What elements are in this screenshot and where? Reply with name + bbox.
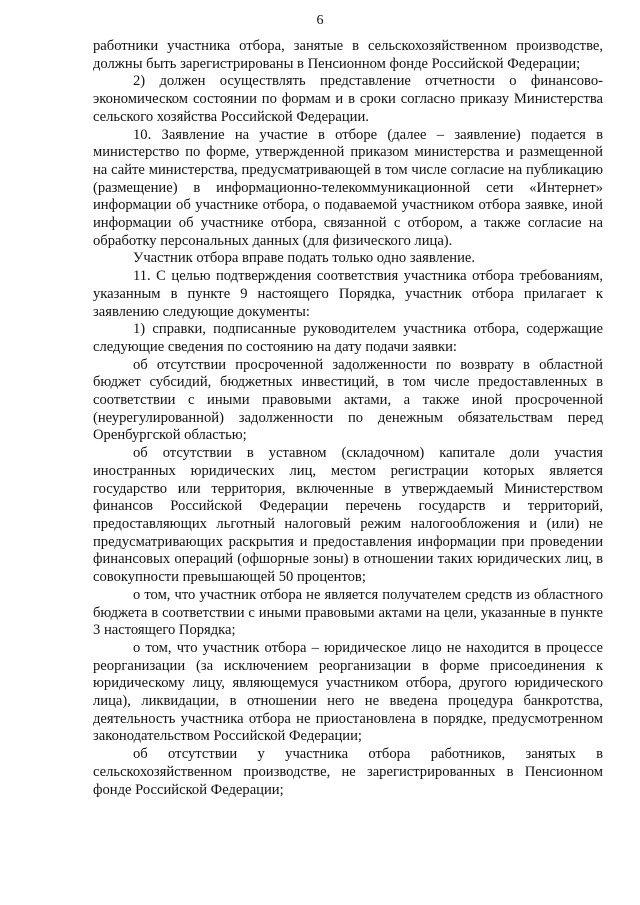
paragraph-2: 2) должен осуществлять представление отчетности о финансово-экономическом состоянии по формам и в сроки согласно приказу Министерства сельского хозяйства Российской Федерации. (93, 73, 603, 125)
paragraph-6: 1) справки, подписанные руководителем участника отбора, содержащие следующие сведения по состоянию на дату подачи заявки: (93, 321, 603, 355)
paragraph-9: о том, что участник отбора не является получателем средств из областного бюджета в соответствии с иными правовыми актами на цели, указанные в пункте 3 настоящего Порядка; (93, 586, 603, 639)
paragraph-7: об отсутствии просроченной задолженности по возврату в областной бюджет субсидий, бюджетных инвестиций, в том числе предоставленных в соответствии с иными правовыми актами, а также иной просроченной (неурегулированной) задолженности по денежным обязательствам перед Оренбургской областью; (93, 356, 603, 444)
paragraph-8: об отсутствии в уставном (складочном) капитале доли участия иностранных юридических лиц, местом регистрации которых является государство или территория, включенные в утверждаемый Министерством финансов Российской Федерации перечень государств и территорий, предоставляющих льготный налоговый режим налогообложения и (или) не предусматривающих раскрытия и предоставления информации при проведении финансовых операций (офшорные зоны) в отношении таких юридических лиц, в совокупности превышающей 50 процентов; (93, 445, 603, 586)
paragraph-4: Участник отбора вправе подать только одно заявление. (133, 250, 476, 267)
paragraph-10: о том, что участник отбора – юридическое лицо не находится в процессе реорганизации (за исключением реорганизации в форме присоединения к юридическому лицу, являющемуся участником отбора, другого юридического лица), ликвидации, в отношении него не введена процедура банкротства, деятельность участника отбора не приостановлена в порядке, предусмотренном законодательством Российской Федерации; (93, 639, 603, 745)
document-body (93, 38, 603, 799)
paragraph-5: 11. С целью подтверждения соответствия участника отбора требованиям, указанным в пункте 9 настоящего Порядка, участник отбора прилагает к заявлению следующие документы: (93, 268, 603, 320)
paragraph-11: об отсутствии у участника отбора работников, занятых в сельскохозяйственном производстве, не зарегистрированных в Пенсионном фонде Российской Федерации; (93, 746, 603, 798)
paragraph-1: работники участника отбора, занятые в сельскохозяйственном производстве, должны быть зарегистрированы в Пенсионном фонде Российской Федерации; (93, 38, 603, 72)
paragraph-3: 10. Заявление на участие в отборе (далее – заявление) подается в министерство по форме, утвержденной приказом министерства и размещенной на сайте министерства, предусматривающей в том числе согласие на публикацию (размещение) в информационно-телекоммуникационной сети «Интернет» информации об участнике отбора, о подаваемой участником отбора заявке, иной информации об участнике отбора, связанной с отбором, а также согласие на обработку персональных данных (для физического лица). (93, 126, 603, 249)
page-number: 6 (316, 13, 324, 28)
